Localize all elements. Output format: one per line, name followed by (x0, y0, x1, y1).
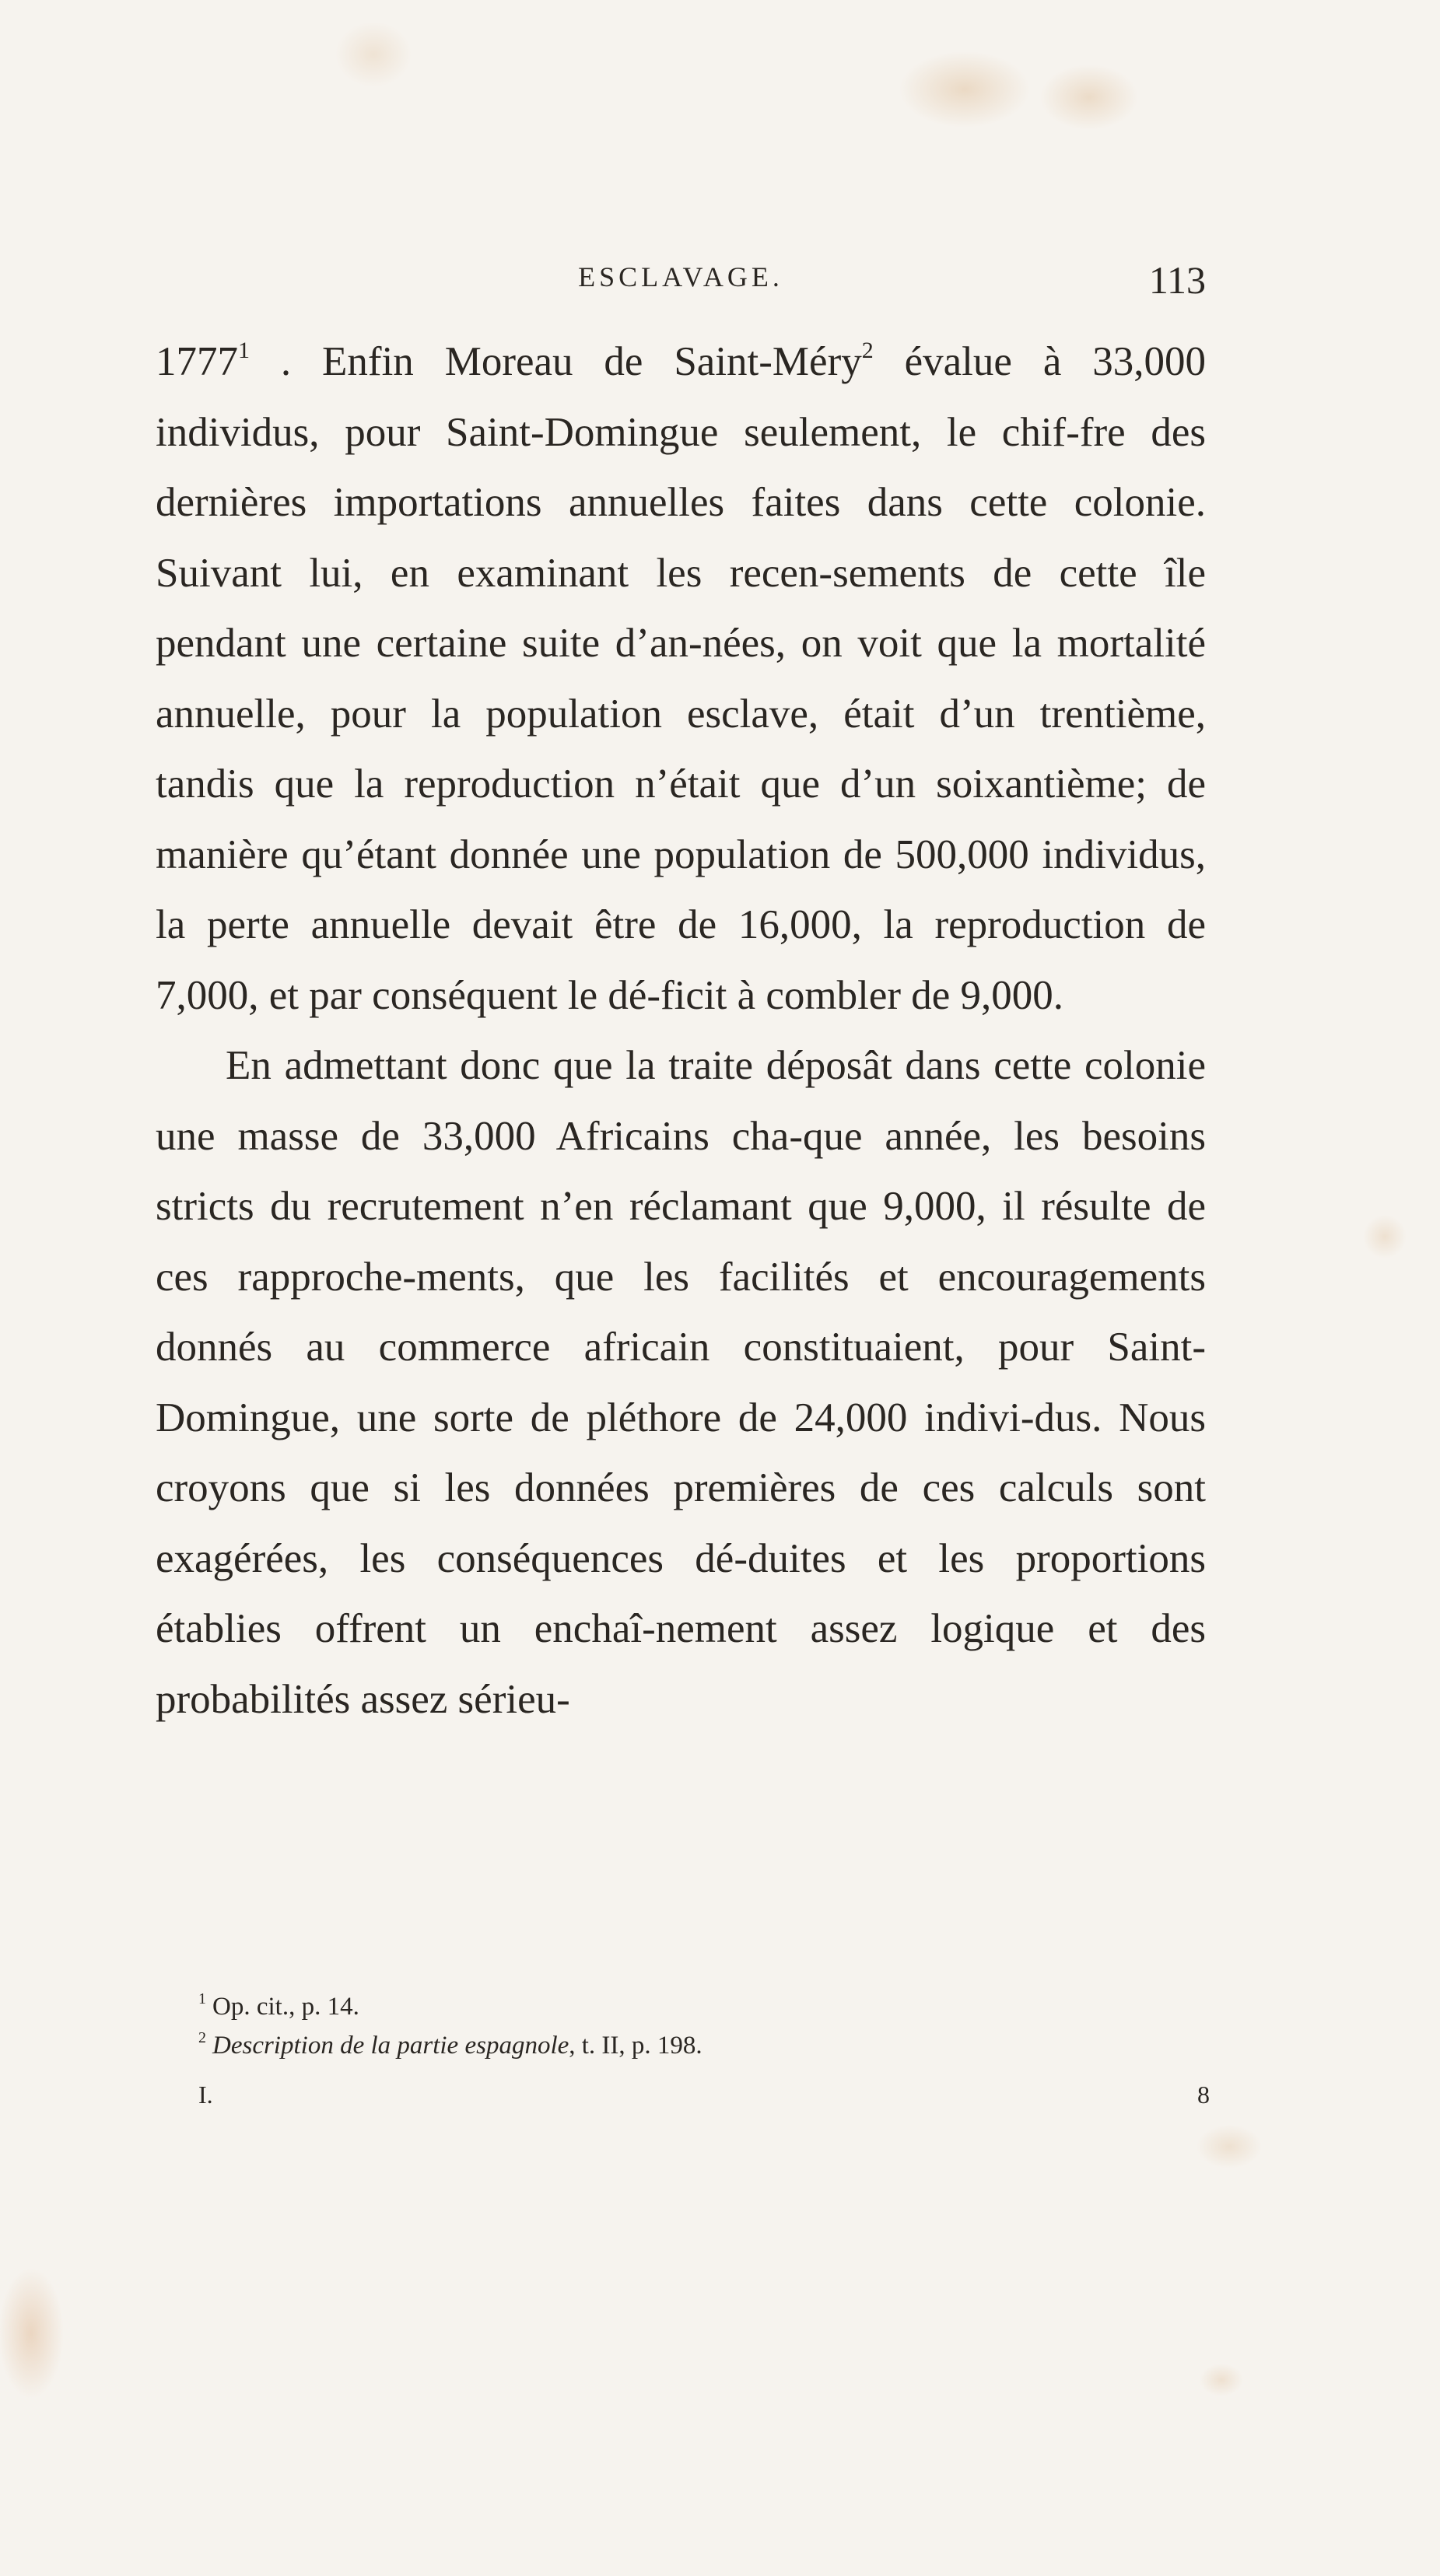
body-text (156, 327, 1206, 1734)
year-text: 1777 (156, 339, 238, 384)
footnote-ref-2: 2 (861, 338, 874, 363)
running-head (156, 258, 1206, 307)
page-number: 113 (1148, 258, 1206, 302)
paragraph-1-text-a: . Enfin Moreau de Saint-Méry (250, 339, 862, 384)
footnote-1 (198, 1987, 1210, 2026)
footnote-2 (198, 2026, 1210, 2065)
signature-mark: 8 (1197, 2081, 1210, 2109)
volume-mark: I. (198, 2081, 213, 2109)
signature-line (198, 2081, 1210, 2119)
paragraph-1 (156, 327, 1206, 1031)
footnote-1-text: Op. cit., p. 14. (212, 1993, 359, 2021)
footnote-1-mark: 1 (198, 1990, 206, 2007)
footnote-2-work-title: Description de la partie espagnole (212, 2032, 569, 2060)
footnote-2-text: , t. II, p. 198. (569, 2032, 702, 2060)
footnotes (198, 1987, 1210, 2065)
running-title: ESCLAVAGE. (578, 261, 783, 292)
footnote-ref-1: 1 (238, 338, 250, 363)
paragraph-2: En admettant donc que la traite déposât dans cette colonie une masse de 33,000 Africains cha-que année, les besoins stricts du recrutement n’en réclamant que 9,000, il résulte de ces rapproche-ments, que les facilités et encouragements donnés au commerce africain constituaient, pour Saint-Domingue, une sorte de pléthore de 24,000 indivi-dus. Nous croyons que si les données premières de ces calculs sont exagérées, les conséquences dé-duites et les proportions établies offrent un enchaî-nement assez logique et des probabilités assez sérieu- (156, 1043, 1206, 1722)
paragraph-1-text-b: évalue à 33,000 individus, pour Saint-Domingue seulement, le chif-fre des dernières importations annuelles faites dans cette colonie. Suivant lui, en examinant les recen-sements de cette île pendant une certaine suite d’an-nées, on voit que la mortalité annuelle, pour la population esclave, était d’un trentième, tandis que la reproduction n’était que d’un soixantième; de manière qu’étant donnée une population de 500,000 individus, la perte annuelle devait être de 16,000, la reproduction de 7,000, et par conséquent le dé-ficit à combler de 9,000. (156, 339, 1206, 1018)
footnote-2-mark: 2 (198, 2029, 206, 2046)
